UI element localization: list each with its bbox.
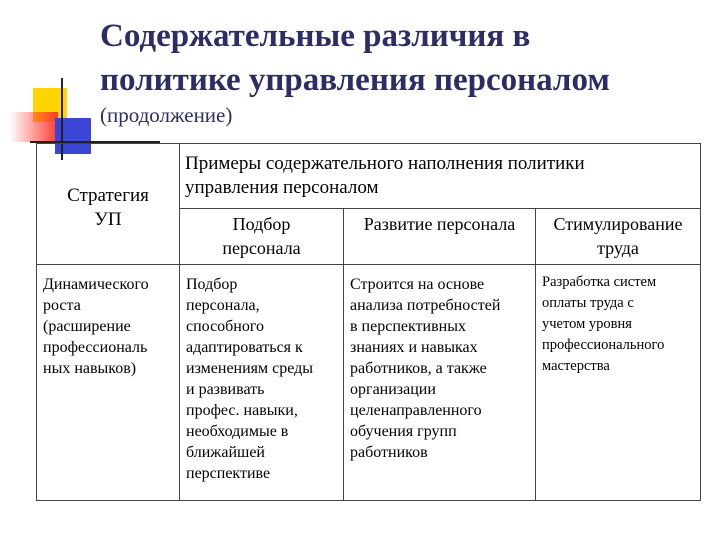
table-divider — [343, 208, 344, 500]
row-stimulation: Разработка систем оплаты труда с учетом уровня профессионального мастерства — [542, 274, 665, 374]
title-line: политике управления персоналом — [100, 62, 610, 98]
row-strategy: Динамического роста (расширение профессиональ ных навыков) — [43, 276, 149, 377]
row-selection: Подбор персонала, способного адаптироваться к изменениям среды и развивать профес. навыки, необходимые в ближайшей перспективе — [186, 276, 314, 482]
examples-header: Примеры содержательного наполнения политики управления персоналом — [185, 153, 585, 198]
row-development: Строится на основе анализа потребностей в перспективных знаниях и навыках работников, а также организации целенаправленного обучения групп работников — [350, 276, 501, 461]
col-header-selection: Подбор персонала — [222, 214, 301, 258]
slide-subtitle: (продолжение) — [100, 103, 233, 127]
col-header-development: Развитие персонала — [363, 214, 516, 234]
table-divider — [179, 208, 700, 209]
table-divider — [37, 264, 700, 265]
col-header-stimulation: Стимулирование труда — [553, 214, 683, 258]
policy-table — [36, 143, 701, 501]
decor-red-bar — [10, 112, 58, 142]
title-line: Содержательные различия в — [100, 18, 531, 54]
table-divider — [179, 144, 180, 500]
strategy-header: Стратегия УП — [67, 185, 149, 230]
slide-title — [100, 14, 610, 102]
